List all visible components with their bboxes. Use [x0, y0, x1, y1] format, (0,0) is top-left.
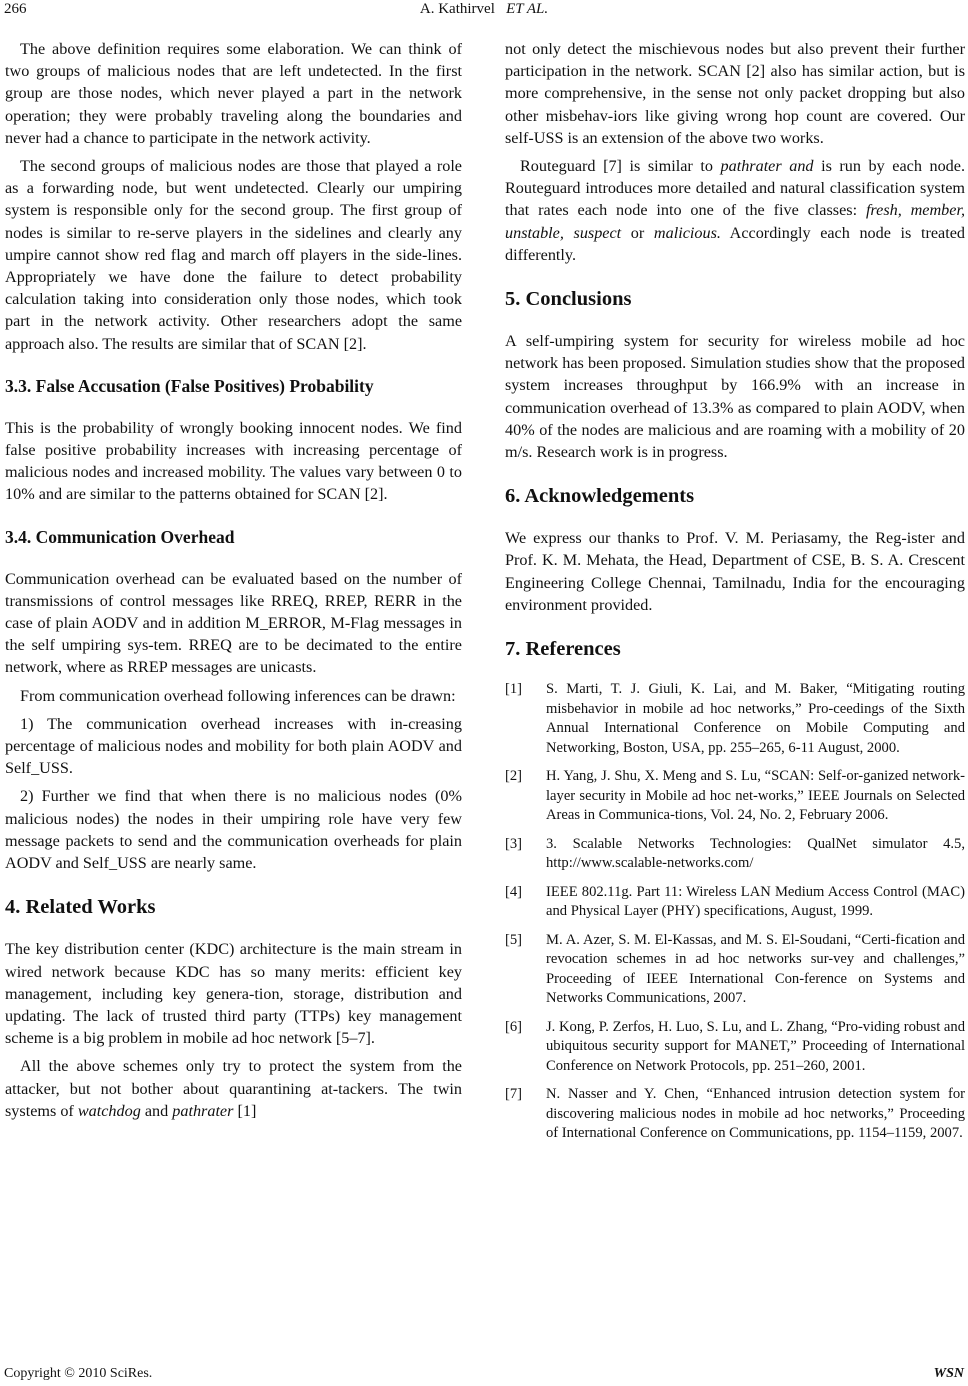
page-header	[0, 0, 968, 24]
reference-text: S. Marti, T. J. Giuli, K. Lai, and M. Baker, “Mitigating routing misbehavior in mobile ad hoc networks,” Pro-ceedings of the Sixth Annual International Conference on Mobile Computing and Networking, Boston, USA, pp. 255–265, 6-11 August, 2000.	[546, 681, 965, 756]
paragraph: 1) The communication overhead increases with in-creasing percentage of malicious nodes and mobility for both plain AODV and Self_USS.	[5, 714, 462, 778]
reference-number: [5]	[505, 931, 523, 948]
left-column	[5, 38, 462, 1122]
paragraph: 2) Further we find that when there is no malicious nodes (0% malicious nodes) the nodes in their umpiring role have very few message packets to send and the communication overheads for plain AODV and Self_USS are nearly same.	[5, 787, 462, 873]
running-head	[0, 1, 968, 18]
term-classes: fresh, member, unstable, suspect	[505, 201, 966, 242]
reference-item	[505, 767, 965, 826]
section-heading-3-4: 3.4. Communication Overhead	[5, 526, 235, 547]
term-malicious: malicious.	[653, 223, 721, 242]
reference-text: M. A. Azer, S. M. El-Kassas, and M. S. El-Soudani, “Certi-fication and revocation schemes in ad hoc networks sur-vey and challenges,” Proceeding of IEEE International Con-ference on Systems and Networks Communications, 2007.	[546, 931, 965, 1007]
running-head-et-al: ET AL.	[506, 1, 549, 17]
reference-text: N. Nasser and Y. Chen, “Enhanced intrusion detection system for discovering malicious nodes in mobile ad hoc networks,” Proceeding of International Conference on Communications, pp. 1154–1159, 2007.	[546, 1086, 965, 1142]
text-run: is run by each node. Routeguard introduces more detailed and natural classification system that rates each node into one of the five classes:	[505, 157, 966, 220]
paragraph: Communication overhead can be evaluated based on the number of transmissions of control messages like RREQ, RREP, RERR in the case of plain AODV and in addition M_ERROR, M-Flag messages in the self umpiring sys-tem. RREQ are to be decimated to the entire network, where as RREP messages are unicasts.	[5, 569, 462, 677]
right-column	[505, 38, 965, 1153]
text-run: and	[140, 1101, 173, 1120]
text-run: Accordingly each node is treated differently.	[505, 223, 966, 264]
paragraph: We express our thanks to Prof. V. M. Periasamy, the Reg-ister and Prof. K. M. Mehata, the Head, Department of CSE, B. S. A. Crescent Engineering College Chennai, Tamilnadu, India for the encouraging environment provided.	[505, 529, 965, 614]
paragraph: The key distribution center (KDC) architecture is the main stream in wired network because KDC has so many merits: efficient key management, including key genera-tion, storage, distribution and updating. The lack of trusted third party (TTPs) key management scheme is a big problem in mobile ad hoc network [5–7].	[5, 940, 462, 1048]
text-run: Routeguard [7] is similar to	[520, 157, 721, 176]
reference-text: 3. Scalable Networks Technologies: QualNet simulator 4.5, http://www.scalable-networks.com/	[546, 835, 965, 872]
paragraph: From communication overhead following inferences can be drawn:	[20, 686, 456, 705]
page-footer	[0, 1366, 968, 1386]
reference-item	[505, 680, 965, 758]
section-heading-3-3: 3.3. False Accusation (False Positives) Probability	[5, 375, 374, 396]
reference-text: J. Kong, P. Zerfos, H. Luo, S. Lu, and L. Zhang, “Pro-viding robust and ubiquitous security support for MANET,” Proceeding of International Conference on Network Protocols, pp. 251–260, 2001.	[546, 1018, 965, 1074]
section-heading-4: 4. Related Works	[5, 896, 156, 919]
journal-abbreviation: WSN	[933, 1366, 964, 1381]
text-run: or	[621, 223, 654, 242]
paragraph	[5, 1055, 462, 1122]
paragraph: A self-umpiring system for security for wireless mobile ad hoc network has been proposed. Simulation studies show that the proposed system increases throughput by 166.9% with an increase in communication overhead of 13.3% as compared to plain AODV, when 40% of the nodes are malicious and are roaming with a mobility of 20 m/s. Research work is in progress.	[505, 332, 965, 462]
section-heading-7: 7. References	[505, 638, 621, 661]
text-run: All the above schemes only try to protect the system from the attacker, but not bother about quarantining at-tackers. The twin systems of	[5, 1057, 462, 1120]
reference-number: [4]	[505, 883, 523, 900]
term-watchdog: watchdog	[77, 1101, 141, 1120]
page-number: 266	[4, 1, 27, 17]
section-heading-5: 5. Conclusions	[505, 288, 632, 311]
reference-item	[505, 1018, 965, 1077]
reference-number: [6]	[505, 1018, 523, 1035]
reference-item	[505, 835, 965, 874]
paragraph	[505, 155, 965, 266]
reference-text: H. Yang, J. Shu, X. Meng and S. Lu, “SCAN: Self-or-ganized network-layer security in Mobile ad hoc net-works,” IEEE Journals on Selected Areas in Communica-tions, Vol. 24, No. 2, February 2006.	[546, 768, 965, 824]
paragraph: The above definition requires some elaboration. We can think of two groups of malicious nodes that are left undetected. In the first group are those nodes, which never played a part in the network operation; they were probably traveling along the boundaries and never had a chance to participate in the network activity.	[5, 40, 462, 147]
reference-number: [3]	[505, 835, 523, 852]
reference-number: [7]	[505, 1086, 523, 1103]
running-head-authors: A. Kathirvel	[419, 1, 495, 17]
paragraph: This is the probability of wrongly booking innocent nodes. We find false positive probability increases with increasing percentage of malicious nodes and increased mobility. The values vary between 0 to 10% and are similar to the patterns obtained for SCAN [2].	[5, 418, 462, 504]
term-pathrater: pathrater and	[720, 157, 814, 176]
citation: [1]	[233, 1101, 257, 1120]
section-heading-6: 6. Acknowledgements	[505, 485, 695, 508]
reference-item	[505, 1085, 965, 1144]
reference-item	[505, 883, 965, 922]
term-pathrater: pathrater	[172, 1101, 234, 1120]
reference-number: [1]	[505, 681, 523, 698]
reference-number: [2]	[505, 768, 523, 785]
reference-item	[505, 931, 965, 1009]
paragraph: not only detect the mischievous nodes but also prevent their further participation in the network. SCAN [2] also has similar action, but is more comprehensive, in the sense not only packet dropping but also other misbehav-iors like giving wrong hop count are covered. Our self-USS is an extension of the above two works.	[505, 40, 965, 147]
reference-text: IEEE 802.11g. Part 11: Wireless LAN Medium Access Control (MAC) and Physical Layer (PHY) specifications, August, 1999.	[546, 883, 965, 920]
reference-list	[505, 680, 965, 1144]
copyright-notice: Copyright © 2010 SciRes.	[4, 1366, 153, 1381]
paragraph: The second groups of malicious nodes are those that played a role as a forwarding node, but went undetected. Clearly our umpiring system is responsible only for the second group. The first group of nodes is similar to re-serve players in the sidelines and clearly any umpire cannot show red flag and march off players in the side-lines. Appropriately we have done the failure to detect probability calculation taking into consideration only those nodes, which took part in the network activity. Other researchers adopt the same approach also. The results are similar that of SCAN [2].	[5, 157, 462, 353]
